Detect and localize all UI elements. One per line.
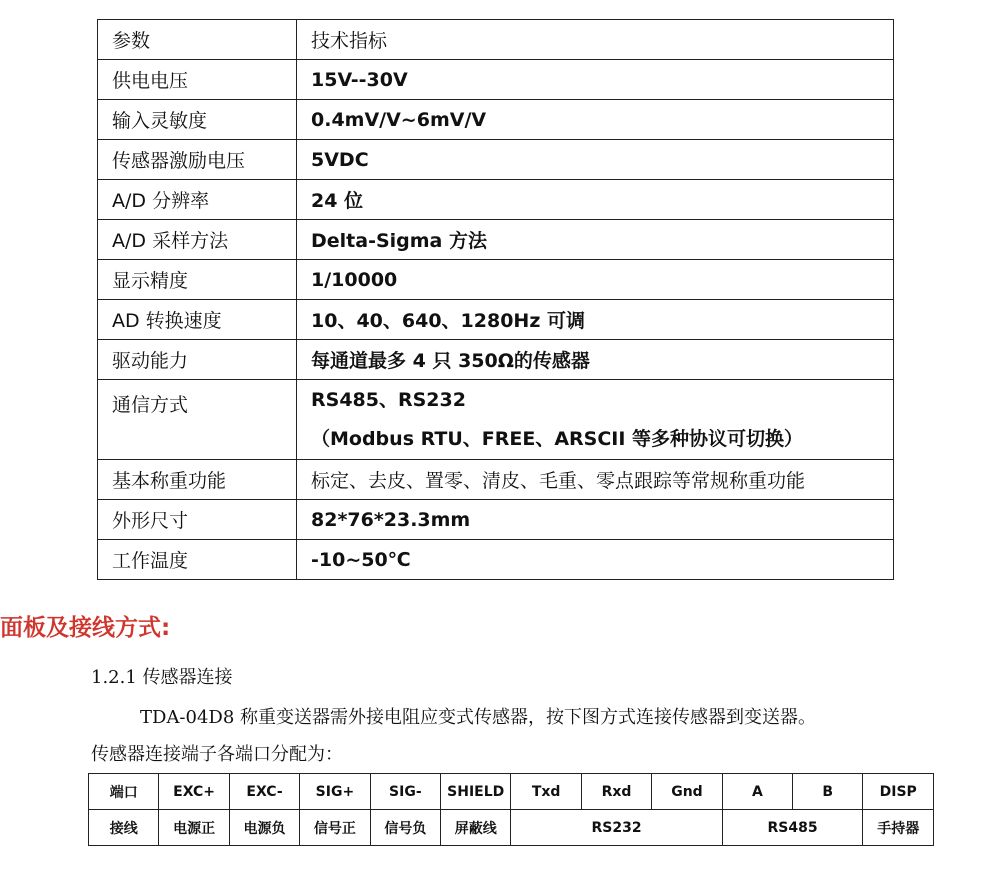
spec-row [98,540,894,580]
spec-param: 传感器激励电压 [98,140,297,180]
terminal-cell: Gnd [652,774,722,810]
spec-param: A/D 分辨率 [98,180,297,220]
spec-value: 24 位 [297,180,894,220]
spec-value [297,380,894,460]
spec-row [98,380,894,460]
terminal-cell-rs232: RS232 [511,810,722,846]
spec-row [98,180,894,220]
spec-value: 1/10000 [297,260,894,300]
terminal-cell: B [793,774,863,810]
terminal-cell: 接线 [89,810,159,846]
spec-row [98,500,894,540]
spec-param: AD 转换速度 [98,300,297,340]
terminal-cell: 端口 [89,774,159,810]
spec-value: 15V--30V [297,60,894,100]
spec-param: 外形尺寸 [98,500,297,540]
spec-header-param: 参数 [98,20,297,60]
terminal-cell: Rxd [581,774,651,810]
terminal-cell: EXC- [229,774,299,810]
terminal-cell: 屏蔽线 [441,810,511,846]
subsection-title: 1.2.1 传感器连接 [91,667,233,688]
spec-row [98,220,894,260]
spec-row [98,460,894,500]
spec-header-value: 技术指标 [297,20,894,60]
spec-param: A/D 采样方法 [98,220,297,260]
spec-value: 10、40、640、1280Hz 可调 [297,300,894,340]
spec-param: 通信方式 [98,380,297,460]
terminal-wiring-row [89,810,934,846]
spec-row [98,100,894,140]
spec-table [97,19,894,580]
spec-param: 驱动能力 [98,340,297,380]
spec-value: 标定、去皮、置零、清皮、毛重、零点跟踪等常规称重功能 [297,460,894,500]
terminal-cell: 电源负 [229,810,299,846]
paragraph: TDA-04D8 称重变送器需外接电阻应变式传感器，按下图方式连接传感器到变送器。 [140,707,817,728]
spec-value: 5VDC [297,140,894,180]
spec-param: 基本称重功能 [98,460,297,500]
spec-value-line2: （Modbus RTU、FREE、ARSCII 等多种协议可切换） [311,427,804,450]
spec-row [98,260,894,300]
spec-param: 显示精度 [98,260,297,300]
terminal-cell: Txd [511,774,581,810]
terminal-port-row [89,774,934,810]
spec-value: Delta-Sigma 方法 [297,220,894,260]
terminal-cell: 电源正 [159,810,229,846]
terminal-table [88,773,934,846]
spec-param: 工作温度 [98,540,297,580]
spec-row [98,60,894,100]
terminal-cell: SIG+ [300,774,370,810]
terminal-cell: SHIELD [441,774,511,810]
terminal-cell-rs485: RS485 [722,810,863,846]
terminal-cell: EXC+ [159,774,229,810]
spec-param: 供电电压 [98,60,297,100]
terminal-cell: 信号负 [370,810,440,846]
terminal-cell: A [722,774,792,810]
spec-row [98,300,894,340]
spec-row [98,140,894,180]
spec-header-row [98,20,894,60]
spec-value: 每通道最多 4 只 350Ω的传感器 [297,340,894,380]
spec-value: 82*76*23.3mm [297,500,894,540]
spec-param: 输入灵敏度 [98,100,297,140]
paragraph: 传感器连接端子各端口分配为： [91,744,343,765]
spec-value: -10~50℃ [297,540,894,580]
spec-value-line1: RS485、RS232 [311,388,466,411]
terminal-cell: 信号正 [300,810,370,846]
spec-row [98,340,894,380]
terminal-cell: SIG- [370,774,440,810]
spec-value: 0.4mV/V~6mV/V [297,100,894,140]
section-title: 面板及接线方式: [0,615,171,641]
terminal-cell: 手持器 [863,810,934,846]
terminal-cell: DISP [863,774,934,810]
